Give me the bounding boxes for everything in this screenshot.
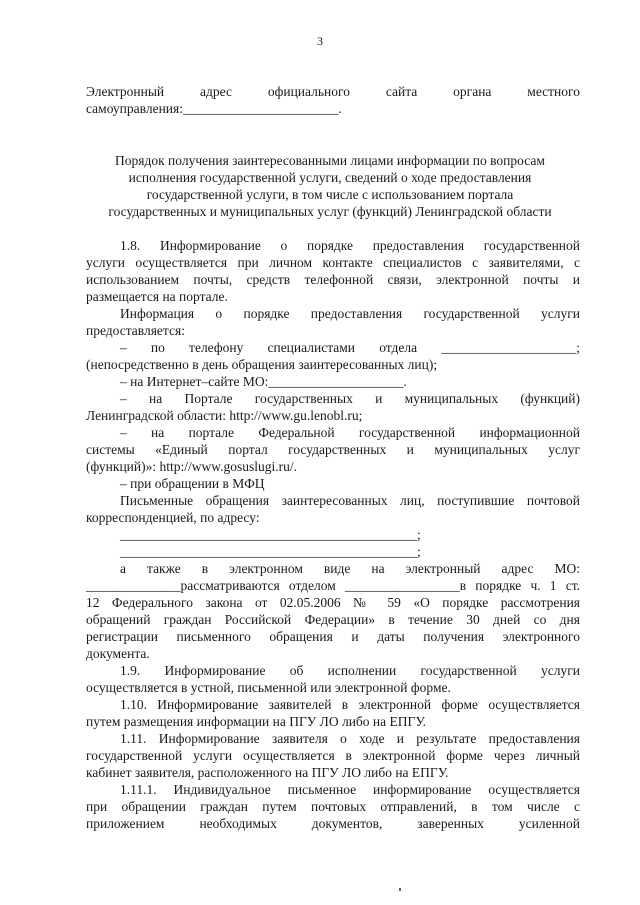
section-heading-line: Порядок получения заинтересованными лицами информации по вопросам (115, 153, 545, 168)
text-line: путем размещения информации на ПГУ ЛО либо на ЕПГУ. (86, 714, 427, 729)
text-line: государственной услуги осуществляется в электронной форме через личный (86, 748, 580, 763)
list-item-line: – на Портале государственных и муниципальных (функций) (120, 391, 580, 406)
blank-field-line: ____________________________________________; (120, 527, 421, 542)
text-line: 12 Федерального закона от 02.05.2006 № 59 «О порядке рассмотрения (86, 595, 580, 610)
text-line: размещается на портале. (86, 289, 228, 304)
text-line: приложением необходимых документов, заверенных усиленной (86, 816, 580, 831)
text-line: услуги осуществляется при личном контакте специалистов с заявителями, с (86, 255, 580, 270)
link-line: Ленинградской области: http://www.gu.lenobl.ru; (86, 408, 363, 423)
text-line: 1.11.1. Индивидуальное письменное информирование осуществляется (120, 782, 580, 797)
text-line: а также в электронном виде на электронный адрес МО: (120, 561, 580, 576)
text-line: системы «Единый портал государственных и муниципальных услуг (86, 442, 580, 457)
text-line: при обращении граждан путем почтовых отправлений, в том числе с (86, 799, 580, 814)
list-item-line: – на портале Федеральной государственной информационной (120, 425, 580, 440)
text-line: (непосредственно в день обращения заинтересованных лиц); (86, 357, 438, 372)
text-line: ______________рассматриваются отделом _________________в порядке ч. 1 ст. (86, 578, 580, 593)
text-line: Письменные обращения заинтересованных лиц, поступившие почтовой (120, 493, 580, 508)
text-line: предоставляется: (86, 323, 185, 338)
text-line: 1.9. Информирование об исполнении государственной услуги (120, 663, 580, 678)
section-heading-line: государственной услуги, в том числе с использованием портала (146, 187, 514, 202)
text-line: Информация о порядке предоставления государственной услуги (120, 306, 580, 321)
text-line: осуществляется в устной, письменной или электронной форме. (86, 680, 451, 695)
list-item-line: – по телефону специалистами отдела ____________________; (120, 340, 580, 355)
text-line: 1.10. Информирование заявителей в электронной форме осуществляется (120, 697, 580, 712)
scan-artifact (399, 888, 401, 891)
text-line: 1.8. Информирование о порядке предоставления государственной (120, 238, 580, 253)
text-line: Электронный адрес официального сайта органа местного (86, 84, 580, 99)
text-line: корреспонденцией, по адресу: (86, 510, 260, 525)
page-number: 3 (317, 34, 323, 48)
text-line: 1.11. Информирование заявителя о ходе и результате предоставления (120, 731, 580, 746)
blank-field-line: ____________________________________________; (120, 544, 421, 559)
text-line: (функций)»: http://www.gosuslugi.ru/. (86, 459, 297, 474)
list-item-line: – на Интернет–сайте МО:____________________. (120, 374, 407, 389)
text-line: самоуправления:_______________________. (86, 101, 342, 116)
text-line: использованием почты, средств телефонной связи, электронной почты и (86, 272, 580, 287)
list-item-line: – при обращении в МФЦ (120, 476, 265, 491)
text-line: регистрации письменного обращения и даты получения электронного (86, 629, 580, 644)
text-line: документа. (86, 646, 150, 661)
section-heading-line: исполнения государственной услуги, сведений о ходе предоставления (128, 170, 532, 185)
text-line: кабинет заявителя, расположенного на ПГУ ЛО либо на ЕПГУ. (86, 765, 449, 780)
section-heading-line: государственных и муниципальных услуг (функций) Ленинградской области (108, 204, 552, 219)
text-line: обращений граждан Российской Федерации» в течение 30 дней со дня (86, 612, 580, 627)
